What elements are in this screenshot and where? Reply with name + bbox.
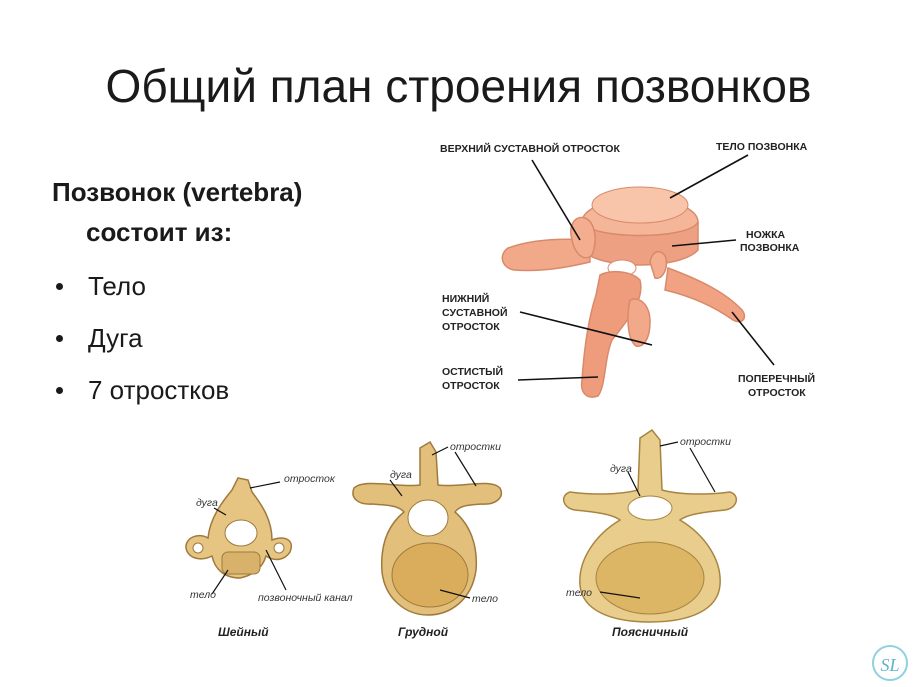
label-transverse-1: ПОПЕРЕЧНЫЙ (738, 373, 816, 385)
lumbar-caption: Поясничный (612, 625, 689, 639)
thoracic-label-body: тело (472, 593, 498, 605)
cervical-label-canal: позвоночный канал (258, 592, 353, 604)
slide-title: Общий план строения позвонков (105, 60, 812, 112)
label-spinous-1: ОСТИСТЫЙ (442, 366, 504, 378)
cervical-label-body: тело (190, 589, 216, 601)
label-transverse-2: ОТРОСТОК (748, 387, 806, 399)
bullet-text: Дуга (88, 323, 143, 353)
bullet-text: Тело (88, 271, 146, 301)
thoracic-caption: Грудной (398, 625, 449, 639)
label-pedicle-1: НОЖКА (746, 229, 786, 241)
thoracic-label-arch: дуга (390, 469, 412, 481)
lumbar-label-arch: дуга (610, 463, 632, 475)
thoracic-vertebra-drawing (353, 442, 501, 615)
label-inferior-articular-1: НИЖНИЙ (442, 293, 490, 305)
bullet-text: 7 отростков (88, 375, 230, 405)
sl-logo: SL (872, 645, 908, 681)
cervical-caption: Шейный (218, 625, 269, 639)
label-pedicle-2: ПОЗВОНКА (740, 242, 800, 254)
thoracic-label-processes: отростки (450, 441, 501, 453)
lumbar-label-body: тело (566, 587, 592, 599)
lead-line-1: Позвонок (vertebra) (52, 177, 303, 207)
label-spinous-2: ОТРОСТОК (442, 380, 500, 392)
main-vertebra-drawing (502, 187, 744, 397)
cervical-label-arch: дуга (196, 497, 218, 509)
lead-line-2: состоит из: (86, 217, 233, 247)
cervical-vertebra-drawing (186, 478, 291, 578)
label-vertebral-body: ТЕЛО ПОЗВОНКА (716, 141, 808, 153)
label-inferior-articular-3: ОТРОСТОК (442, 321, 500, 333)
lumbar-label-processes: отростки (680, 436, 731, 448)
label-superior-articular: ВЕРХНИЙ СУСТАВНОЙ ОТРОСТОК (440, 143, 620, 155)
label-inferior-articular-2: СУСТАВНОЙ (442, 307, 508, 319)
cervical-label-process: отросток (284, 473, 335, 485)
